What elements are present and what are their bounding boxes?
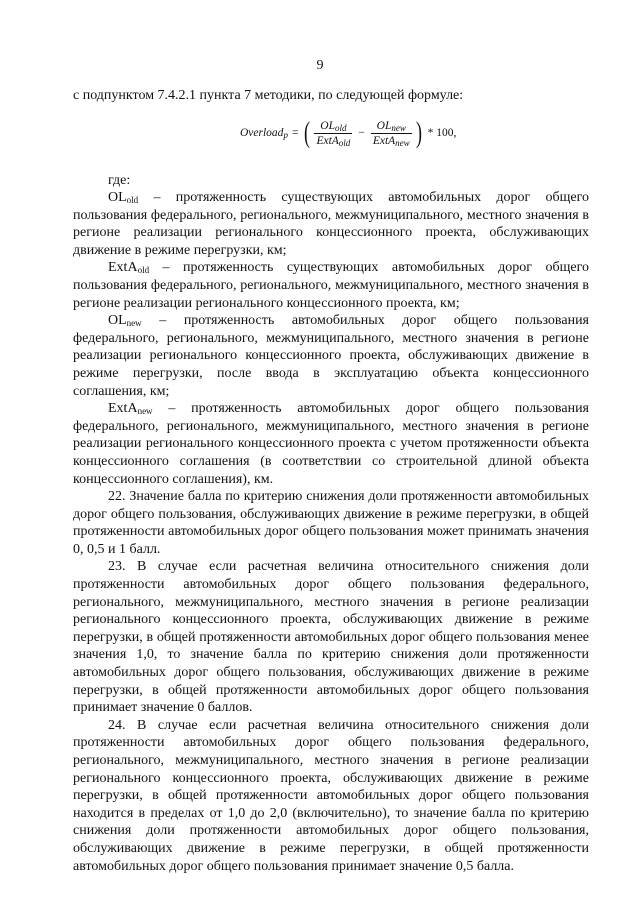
fraction-old-denominator: ExtA$_{old}$ (316, 134, 351, 148)
formula-lhs: Overload$_p$ (240, 127, 288, 140)
formula-minus: − (358, 127, 365, 139)
fraction-new-numerator: $OL_{new}$ (376, 119, 406, 133)
fraction-new-denominator: ExtA$_{new}$ (372, 134, 410, 148)
paragraph-23: 23. В случае если расчетная величина относительного снижения доли протяженности автомобильных дорог общего пользования федерального, регионального, межмуниципального, местного значения в регионе реализации регионального концессионного проекта, обслуживающих движение в режиме перегрузки, в общей протяженности автомобильных дорог общего пользования менее значения 1,0, то значение балла по критерию снижения доли протяженности автомобильных дорог общего пользования, обслуживающих движение в режиме перегрузки, в общей протяженности автомобильных дорог общего пользования принимает значение 0 баллов. (73, 559, 589, 716)
formula-equals: = (291, 127, 299, 139)
fraction-old (314, 120, 352, 147)
paragraph-24: 24. В случае если расчетная величина относительного снижения доли протяженности автомобильных дорог общего пользования федерального, регионального, межмуниципального, местного значения в регионе реализации регионального концессионного проекта, обслуживающих движение в режиме перегрузки, в общей протяженности автомобильных дорог общего пользования находится в пределах от 1,0 до 2,0 (включительно), то значение балла по критерию снижения доли протяженности автомобильных дорог общего пользования, обслуживающих движение в режиме перегрузки, в общей протяженности автомобильных дорог общего пользования принимает значение 0,5 балла. (73, 717, 589, 874)
definition-exta-new: ExtA$_{new}$ – протяженность автомобильных дорог общего пользования федерального, регионального, межмуниципального, местного значения в регионе реализации регионального концессионного проекта с учетом протяженности объекта концессионного соглашения (в соответствии со строительной длиной объекта концессионного соглашения), км. (73, 401, 589, 487)
fraction-old-numerator: $OL_{old}$ (320, 119, 347, 133)
intro-line: с подпунктом 7.4.2.1 пункта 7 методики, по следующей формуле: (73, 88, 464, 103)
overload-formula (240, 118, 460, 148)
paragraph-22: 22. Значение балла по критерию снижения доли протяженности автомобильных дорог общего пользования, обслуживающих движение в режиме перегрузки, в общей протяженности автомобильных дорог общего пользования может принимать значения 0, 0,5 и 1 балл. (73, 489, 589, 557)
document-body (73, 189, 589, 875)
fraction-new (371, 120, 412, 147)
definition-ol-old: $OL_{old}$ – протяженность существующих автомобильных дорог общего пользования федерального, регионального, межмуниципального, местного значения в регионе реализации регионального концессионного проекта, обслуживающих движение в режиме перегрузки, км; (73, 190, 589, 258)
definition-ol-new: $OL_{new}$ – протяженность автомобильных дорог общего пользования федерального, регионального, межмуниципального, местного значения в регионе реализации регионального концессионного проекта, обслуживающих движение в режиме перегрузки, после ввода в эксплуатацию объекта концессионного соглашения, км; (73, 313, 589, 399)
where-label: где: (108, 173, 131, 188)
definition-exta-old: ExtA$_{old}$ – протяженность существующих автомобильных дорог общего пользования федерального, регионального, межмуниципального, местного значения в регионе реализации регионального концессионного проекта, км; (73, 260, 589, 311)
formula-tail: * 100, (427, 127, 457, 139)
formula-open-paren: ( (304, 116, 311, 149)
formula-close-paren: ) (415, 116, 422, 149)
page-number: 9 (316, 58, 324, 73)
